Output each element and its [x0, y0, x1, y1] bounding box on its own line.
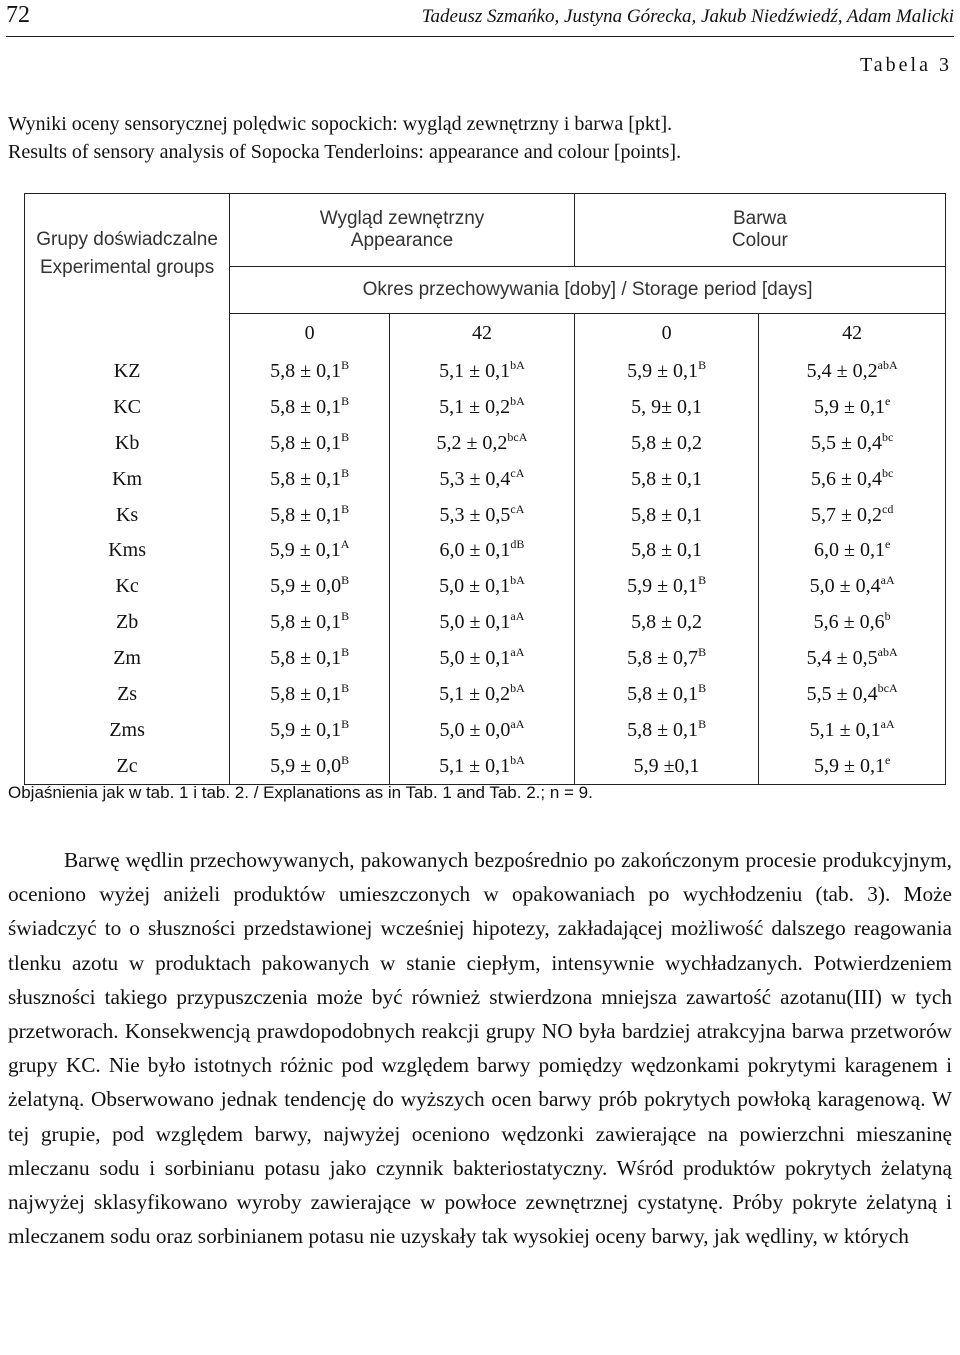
- mean-sd-value: 5,9 ± 0,1: [814, 754, 885, 777]
- significance-superscript: b: [884, 609, 891, 624]
- significance-superscript: cA: [510, 465, 525, 480]
- significance-superscript: B: [698, 645, 707, 660]
- value-cell: [759, 712, 946, 748]
- value-cell: [574, 497, 759, 533]
- day-header: 0: [574, 314, 759, 354]
- group-name-cell: Kb: [25, 425, 230, 461]
- value-cell: [574, 461, 759, 497]
- value-cell: [390, 605, 575, 641]
- days-row: [25, 314, 946, 354]
- significance-superscript: cA: [510, 501, 525, 516]
- running-header: [6, 0, 954, 37]
- significance-superscript: bcA: [877, 680, 898, 695]
- caption-english: Results of sensory analysis of Sopocka Tenderloins: appearance and colour [points].: [8, 141, 682, 163]
- mean-sd-value: 5,8 ± 0,1: [270, 682, 342, 705]
- mean-sd-value: 5,8 ± 0,1: [270, 611, 342, 634]
- page-number: 72: [6, 2, 30, 28]
- significance-superscript: abA: [877, 645, 898, 660]
- significance-superscript: B: [341, 609, 350, 624]
- group-name-cell: KC: [25, 389, 230, 425]
- mean-sd-value: 5,1 ± 0,1: [439, 359, 511, 382]
- mean-sd-value: 5,1 ± 0,2: [439, 395, 511, 418]
- group-name-cell: Zm: [25, 641, 230, 677]
- table-row: [25, 569, 946, 605]
- mean-sd-value: 5,9 ± 0,1: [627, 359, 699, 382]
- mean-sd-value: 5,6 ± 0,6: [813, 611, 885, 634]
- mean-sd-value: 5,8 ± 0,1: [270, 431, 342, 454]
- value-cell: [574, 533, 759, 569]
- value-cell: [574, 641, 759, 677]
- significance-superscript: bA: [510, 680, 525, 695]
- results-table: [24, 193, 946, 785]
- value-cell: [230, 605, 390, 641]
- table-row: [25, 461, 946, 497]
- appearance-header-cell: [230, 194, 575, 267]
- significance-superscript: bA: [510, 573, 525, 588]
- significance-superscript: bc: [882, 429, 894, 444]
- group-name-cell: Zs: [25, 677, 230, 713]
- group-header-en: Experimental groups: [39, 256, 215, 278]
- mean-sd-value: 5,5 ± 0,4: [806, 682, 878, 705]
- value-cell: [230, 748, 390, 784]
- value-cell: [574, 748, 759, 784]
- significance-superscript: e: [885, 752, 891, 767]
- table-header-row: [25, 194, 946, 267]
- group-header-cell: [25, 194, 230, 314]
- mean-sd-value: 5,8 ± 0,1: [270, 395, 342, 418]
- significance-superscript: B: [341, 465, 350, 480]
- significance-superscript: bA: [510, 393, 525, 408]
- storage-period-header: Okres przechowywania [doby] / Storage period [days]: [230, 267, 946, 314]
- mean-sd-value: 5,3 ± 0,5: [439, 503, 511, 526]
- significance-superscript: cd: [882, 501, 894, 516]
- group-header-pl: Grupy doświadczalne: [36, 228, 218, 250]
- mean-sd-value: 5,8 ± 0,1: [270, 467, 342, 490]
- table-caption: [8, 110, 681, 166]
- mean-sd-value: 5,8 ± 0,1: [627, 682, 699, 705]
- mean-sd-value: 5,8 ± 0,1: [627, 718, 699, 741]
- value-cell: [390, 461, 575, 497]
- significance-superscript: B: [341, 716, 350, 731]
- body-paragraph: Barwę wędlin przechowywanych, pakowanych bezpośrednio po zakończonym procesie produkcyjnym, oceniono wyżej aniżeli produktów umieszczonych w opakowaniach po wychłodzeniu (tab. 3). Może świadczyć to o słuszności przedstawionej wcześniej hipotezy, zakładającej możliwość dalszego reagowania tlenku azotu w produktach pakowanych w stanie ciepłym, intensywnie wychładzanych. Potwierdzeniem słuszności takiego przypuszczenia może być również stwierdzona mniejsza zawartość azotanu(III) w tych przetworach. Konsekwencją prawdopodobnych reakcji grupy NO była bardziej atrakcyjna barwa przetworów grupy KC. Nie było istotnych różnic pod względem barwy pomiędzy wędzonkami pokrytymi karagenem i żelatyną. Obserwowano jednak tendencję do wyższych ocen barwy prób pokrytych powłoką karagenową. W tej grupie, pod względem barwy, najwyżej oceniono wędzonki zawierające na powierzchni mieszaninę mleczanu sodu i sorbinianu potasu jako czynnik bakteriostatyczny. Wśród produktów pokrytych żelatyną najwyżej sklasyfikowano wyroby zawierające w powłoce zewnętrznej cystatynę. Próby pokryte żelatyną i mleczanem sodu oraz sorbinianem potasu nie uzyskały tak wysokiej oceny barwy, jak wędliny, w których: [8, 848, 952, 1249]
- value-cell: [230, 569, 390, 605]
- significance-superscript: bc: [882, 465, 894, 480]
- table-note: Objaśnienia jak w tab. 1 i tab. 2. / Explanations as in Tab. 1 and Tab. 2.; n = 9.: [8, 783, 593, 802]
- appearance-header-pl: Wygląd zewnętrzny: [319, 208, 485, 229]
- significance-superscript: B: [341, 393, 350, 408]
- significance-superscript: dB: [510, 537, 525, 552]
- significance-superscript: B: [341, 501, 350, 516]
- value-cell: [390, 533, 575, 569]
- colour-header-cell: [574, 194, 945, 267]
- value-cell: [230, 425, 390, 461]
- mean-sd-value: 5,5 ± 0,4: [811, 431, 882, 454]
- value-cell: [390, 712, 575, 748]
- significance-superscript: B: [698, 573, 707, 588]
- value-cell: [574, 677, 759, 713]
- significance-superscript: B: [341, 752, 350, 767]
- mean-sd-value: 5,8 ± 0,1: [270, 647, 342, 670]
- value-cell: [574, 712, 759, 748]
- value-cell: [390, 497, 575, 533]
- table-label: Tabela 3: [859, 54, 952, 76]
- group-name-cell: Km: [25, 461, 230, 497]
- mean-sd-value: 5,9 ± 0,1: [627, 575, 699, 598]
- table-row: [25, 712, 946, 748]
- table-row: [25, 497, 946, 533]
- significance-superscript: B: [698, 357, 707, 372]
- mean-sd-value: 5,6 ± 0,4: [811, 467, 882, 490]
- value-cell: [574, 605, 759, 641]
- significance-superscript: B: [698, 680, 707, 695]
- value-cell: [230, 389, 390, 425]
- value-cell: [759, 497, 946, 533]
- mean-sd-value: 5,0 ± 0,1: [439, 647, 511, 670]
- group-name-cell: Ks: [25, 497, 230, 533]
- group-name-cell: Zb: [25, 605, 230, 641]
- significance-superscript: B: [341, 357, 350, 372]
- day-header: 0: [230, 314, 390, 354]
- value-cell: [759, 677, 946, 713]
- mean-sd-value: 6,0 ± 0,1: [814, 539, 885, 562]
- value-cell: [574, 425, 759, 461]
- mean-sd-value: 5,3 ± 0,4: [439, 467, 511, 490]
- group-name-cell: Zc: [25, 748, 230, 784]
- value-cell: [230, 533, 390, 569]
- significance-superscript: aA: [510, 716, 525, 731]
- day-header: 42: [390, 314, 575, 354]
- mean-sd-value: 5,0 ± 0,0: [439, 718, 511, 741]
- table-body: [25, 354, 946, 785]
- table-row: [25, 605, 946, 641]
- mean-sd-value: 6,0 ± 0,1: [439, 539, 511, 562]
- mean-sd-value: 5,1 ± 0,1: [809, 718, 881, 741]
- value-cell: [230, 497, 390, 533]
- mean-sd-value: 5,9 ± 0,1: [269, 539, 341, 562]
- mean-sd-value: 5,8 ± 0,1: [270, 503, 342, 526]
- group-name-cell: Kc: [25, 569, 230, 605]
- group-name-cell: Kms: [25, 533, 230, 569]
- value-cell: [574, 389, 759, 425]
- value-cell: [230, 641, 390, 677]
- value-cell: [759, 461, 946, 497]
- mean-sd-value: 5,4 ± 0,2: [806, 359, 878, 382]
- value-cell: [390, 389, 575, 425]
- mean-sd-value: 5, 9± 0,1: [631, 395, 703, 418]
- appearance-header-en: Appearance: [350, 230, 454, 251]
- significance-superscript: bA: [510, 752, 525, 767]
- value-cell: [759, 569, 946, 605]
- mean-sd-value: 5,9 ± 0,1: [270, 718, 342, 741]
- significance-superscript: B: [341, 645, 350, 660]
- significance-superscript: bcA: [507, 429, 528, 444]
- mean-sd-value: 5,0 ± 0,1: [439, 611, 511, 634]
- body-text: [8, 843, 952, 1253]
- significance-superscript: B: [698, 716, 707, 731]
- significance-superscript: A: [340, 537, 350, 552]
- value-cell: [390, 569, 575, 605]
- colour-header-en: Colour: [731, 230, 788, 251]
- mean-sd-value: 5,8 ± 0,1: [631, 503, 703, 526]
- mean-sd-value: 5,8 ± 0,1: [631, 467, 703, 490]
- table-row: [25, 425, 946, 461]
- significance-superscript: B: [341, 429, 350, 444]
- value-cell: [574, 354, 759, 390]
- mean-sd-value: 5,4 ± 0,5: [806, 647, 878, 670]
- value-cell: [390, 354, 575, 390]
- table-row: [25, 389, 946, 425]
- mean-sd-value: 5,9 ± 0,1: [814, 395, 885, 418]
- table-row: [25, 677, 946, 713]
- group-name-cell: Zms: [25, 712, 230, 748]
- value-cell: [759, 354, 946, 390]
- value-cell: [230, 712, 390, 748]
- table-row: [25, 641, 946, 677]
- mean-sd-value: 5,0 ± 0,4: [809, 575, 881, 598]
- significance-superscript: aA: [880, 573, 895, 588]
- day-header: 42: [759, 314, 946, 354]
- significance-superscript: bA: [510, 357, 525, 372]
- mean-sd-value: 5,8 ± 0,1: [270, 359, 342, 382]
- value-cell: [230, 461, 390, 497]
- mean-sd-value: 5,8 ± 0,1: [631, 539, 703, 562]
- results-table-container: [24, 193, 946, 785]
- group-name-cell: KZ: [25, 354, 230, 390]
- mean-sd-value: 5,7 ± 0,2: [811, 503, 882, 526]
- mean-sd-value: 5,8 ± 0,2: [631, 431, 703, 454]
- caption-polish: Wyniki oceny sensorycznej polędwic sopockich: wygląd zewnętrzny i barwa [pkt].: [8, 113, 673, 135]
- mean-sd-value: 5,9 ± 0,0: [270, 754, 342, 777]
- mean-sd-value: 5,8 ± 0,2: [631, 611, 703, 634]
- value-cell: [759, 641, 946, 677]
- table-row: [25, 748, 946, 784]
- running-header-authors: Tadeusz Szmańko, Justyna Górecka, Jakub Niedźwiedź, Adam Malicki: [421, 6, 954, 27]
- mean-sd-value: 5,0 ± 0,1: [439, 575, 511, 598]
- mean-sd-value: 5,9 ±0,1: [633, 754, 700, 777]
- value-cell: [759, 389, 946, 425]
- days-group-cell: [25, 314, 230, 354]
- significance-superscript: e: [885, 537, 891, 552]
- value-cell: [759, 533, 946, 569]
- mean-sd-value: 5,8 ± 0,7: [627, 647, 699, 670]
- table-row: [25, 533, 946, 569]
- significance-superscript: aA: [880, 716, 895, 731]
- value-cell: [390, 641, 575, 677]
- value-cell: [759, 605, 946, 641]
- mean-sd-value: 5,1 ± 0,2: [439, 682, 511, 705]
- colour-header-pl: Barwa: [732, 208, 787, 229]
- mean-sd-value: 5,2 ± 0,2: [436, 431, 508, 454]
- significance-superscript: abA: [877, 357, 898, 372]
- table-row: [25, 354, 946, 390]
- value-cell: [759, 425, 946, 461]
- value-cell: [390, 677, 575, 713]
- significance-superscript: B: [341, 680, 350, 695]
- significance-superscript: e: [885, 393, 891, 408]
- significance-superscript: aA: [510, 609, 525, 624]
- mean-sd-value: 5,9 ± 0,0: [270, 575, 342, 598]
- significance-superscript: B: [341, 573, 350, 588]
- value-cell: [574, 569, 759, 605]
- mean-sd-value: 5,1 ± 0,1: [439, 754, 511, 777]
- value-cell: [230, 354, 390, 390]
- value-cell: [390, 748, 575, 784]
- value-cell: [759, 748, 946, 784]
- significance-superscript: aA: [510, 645, 525, 660]
- value-cell: [390, 425, 575, 461]
- value-cell: [230, 677, 390, 713]
